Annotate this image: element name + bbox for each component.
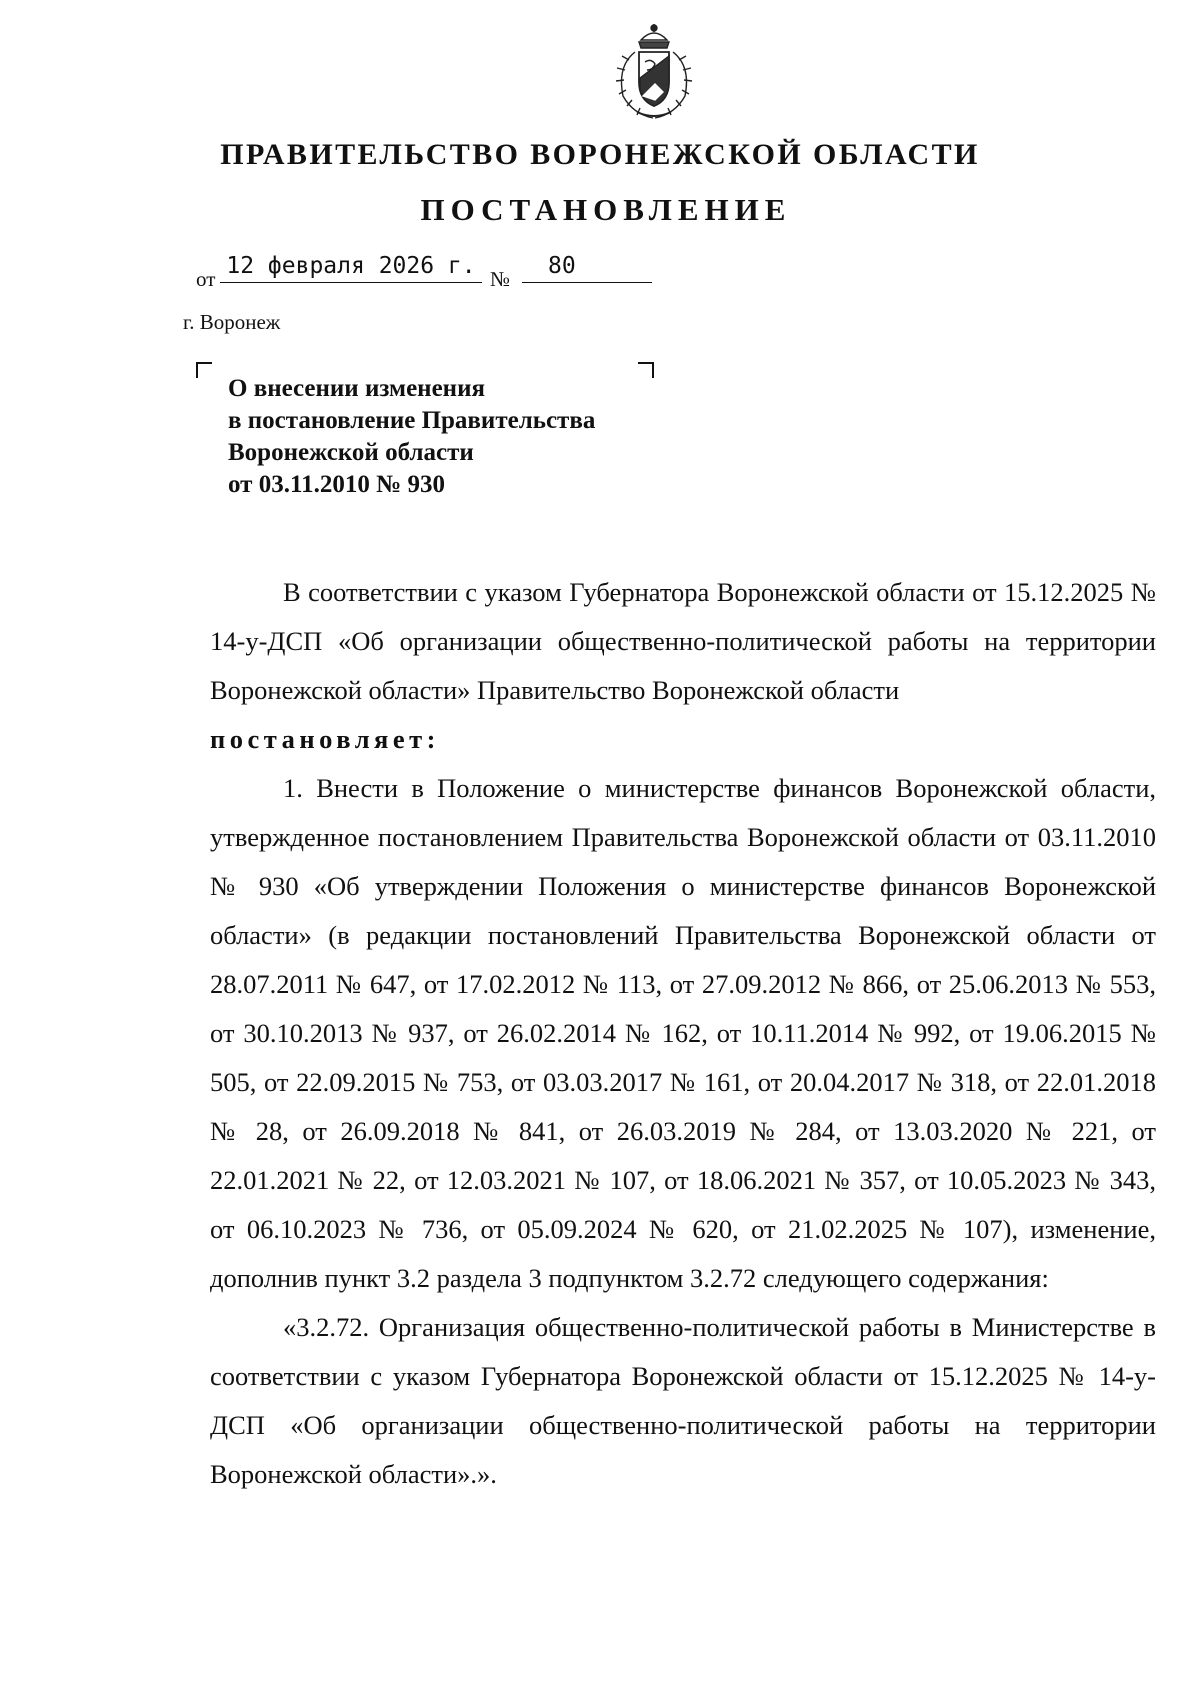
city: г. Воронеж bbox=[183, 310, 281, 334]
voronezh-coat-of-arms-icon bbox=[603, 22, 705, 122]
preamble-paragraph: В соответствии с указом Губернатора Воронежской области от 15.12.2025 № 14-у-ДСП «Об организации общественно-политической работы на территории Воронежской области» Правительство Воронежской области bbox=[210, 577, 1156, 705]
date-field: 12 февраля 2026 г. bbox=[220, 253, 482, 283]
number-label: № bbox=[490, 267, 511, 291]
subject-line: в постановление Правительства bbox=[228, 407, 596, 434]
document-body bbox=[210, 568, 1156, 1499]
quoted-subitem-paragraph: «3.2.72. Организация общественно-политической работы в Министерстве в соответствии с указом Губернатора Воронежской области от 15.12.2025 № 14-у-ДСП «Об организации общественно-политической работы на территории Воронежской области».». bbox=[210, 1312, 1156, 1489]
item-1-paragraph: 1. Внести в Положение о министерстве финансов Воронежской области, утвержденное постановлением Правительства Воронежской области от 03.11.2010 № 930 «Об утверждении Положения о министерстве финансов Воронежской области» (в редакции постановлений Правительства Воронежской области от 28.07.2011 № 647, от 17.02.2012 № 113, от 27.09.2012 № 866, от 25.06.2013 № 553, от 30.10.2013 № 937, от 26.02.2014 № 162, от 10.11.2014 № 992, от 19.06.2015 № 505, от 22.09.2015 № 753, от 03.03.2017 № 161, от 20.04.2017 № 318, от 22.01.2018 № 28, от 26.09.2018 № 841, от 26.03.2019 № 284, от 13.03.2020 № 221, от 22.01.2021 № 22, от 12.03.2021 № 107, от 18.06.2021 № 357, от 10.05.2023 № 343, от 06.10.2023 № 736, от 05.09.2024 № 620, от 21.02.2025 № 107), изменение, дополнив пункт 3.2 раздела 3 подпунктом 3.2.72 следующего содержания: bbox=[210, 773, 1156, 1293]
registration-line bbox=[196, 253, 656, 293]
date-label: от bbox=[196, 267, 216, 291]
subject-corner-mark-left bbox=[196, 362, 212, 378]
subject-line: от 03.11.2010 № 930 bbox=[228, 471, 445, 498]
document-type: ПОСТАНОВЛЕНИЕ bbox=[420, 192, 792, 227]
organization-title: ПРАВИТЕЛЬСТВО ВОРОНЕЖСКОЙ ОБЛАСТИ bbox=[220, 138, 980, 171]
resolves-word: постановляет: bbox=[210, 724, 440, 754]
subject-line: О внесении изменения bbox=[228, 375, 486, 402]
resolves-paragraph bbox=[210, 715, 1156, 764]
document-subject bbox=[228, 373, 595, 501]
subject-corner-mark-right bbox=[638, 362, 654, 378]
number-field: 80 bbox=[522, 253, 652, 283]
subject-line: Воронежской области bbox=[228, 439, 474, 466]
